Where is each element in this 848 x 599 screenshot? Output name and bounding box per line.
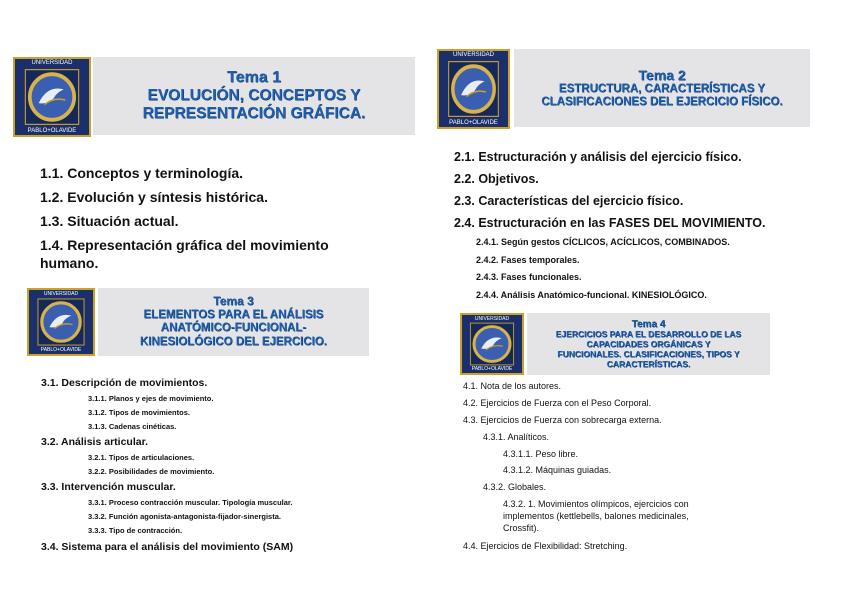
tema3-subitem: 3.2.1. Tipos de articulaciones. (88, 453, 195, 462)
tema3-banner (98, 288, 369, 356)
tema4-subtitle-line: CARACTERÍSTICAS. (606, 358, 691, 369)
tema2-item: 2.3. Características del ejercicio físico. (454, 194, 684, 208)
tema4-subitem: implementos (kettlebells, balones medicinales, (503, 511, 689, 521)
tema3-subtitle-line: ELEMENTOS PARA EL ANÁLISIS (143, 309, 324, 322)
tema1-item: 1.3. Situación actual. (40, 213, 179, 229)
logo-bottom-text: PABLO+OLAVIDE (40, 347, 82, 353)
tema2-subtitle-line: ESTRUCTURA, CARACTERÍSTICAS Y (558, 82, 766, 95)
tema4-item: 4.4. Ejercicios de Flexibilidad: Stretching. (463, 541, 628, 551)
tema3-title: Tema 3 (213, 294, 254, 309)
tema1-banner (93, 57, 415, 135)
university-logo-tema4 (460, 313, 524, 375)
logo-top-text: UNIVERSIDAD (474, 316, 510, 322)
tema2-banner (514, 49, 810, 127)
tema4-item: 4.2. Ejercicios de Fuerza con el Peso Corporal. (463, 398, 652, 408)
logo-top-text: UNIVERSIDAD (31, 60, 73, 66)
tema3-subitem: 3.2.2. Posibilidades de movimiento. (88, 467, 215, 476)
tema3-subitem: 3.3.1. Proceso contracción muscular. Tipología muscular. (88, 498, 293, 507)
tema4-title: Tema 4 (631, 318, 666, 330)
logo-top-text: UNIVERSIDAD (43, 291, 79, 297)
logo-bottom-text: PABLO+OLAVIDE (27, 128, 77, 134)
tema4-item: 4.1. Nota de los autores. (463, 381, 562, 391)
tema2-subitem: 2.4.3. Fases funcionales. (476, 272, 582, 282)
tema4-subitem: 4.3.1. Analíticos. (483, 432, 550, 442)
tema4-subitem: 4.3.2. Globales. (483, 482, 547, 492)
tema1-subtitle-line: EVOLUCIÓN, CONCEPTOS Y (147, 87, 361, 105)
tema3-subitem: 3.3.3. Tipo de contracción. (88, 526, 183, 535)
tema1-item: 1.1. Conceptos y terminología. (40, 165, 244, 181)
university-seal-icon (29, 290, 93, 354)
tema3-subtitle-line: KINESIOLÓGICO DEL EJERCICIO. (139, 335, 327, 348)
tema2-title: Tema 2 (638, 66, 686, 83)
tema1-subtitle-line: REPRESENTACIÓN GRÁFICA. (142, 105, 366, 123)
tema4-subitem: 4.3.1.1. Peso libre. (503, 449, 579, 459)
logo-bottom-text: PABLO+OLAVIDE (449, 120, 498, 126)
tema2-item: 2.4. Estructuración en las FASES DEL MOVIMIENTO. (454, 216, 766, 230)
tema3-item: 3.2. Análisis articular. (41, 436, 148, 448)
tema2-subitem: 2.4.4. Análisis Anatómico-funcional. KINESIOLÓGICO. (476, 290, 707, 300)
university-seal-icon (462, 315, 522, 373)
tema4-item: 4.3. Ejercicios de Fuerza con sobrecarga externa. (463, 415, 662, 425)
tema3-item: 3.1. Descripción de movimientos. (41, 377, 208, 389)
tema3-subtitle-line: ANATÓMICO-FUNCIONAL- (160, 322, 307, 335)
university-logo-tema2 (437, 49, 510, 129)
tema4-subitem: Crossfit). (503, 523, 539, 533)
tema3-item: 3.4. Sistema para el análisis del movimiento (SAM) (41, 541, 294, 553)
logo-bottom-text: PABLO+OLAVIDE (471, 366, 513, 372)
tema3-subitem: 3.3.2. Función agonista-antagonista-fijador-sinergista. (88, 512, 281, 521)
tema2-item: 2.1. Estructuración y análisis del ejercicio físico. (454, 150, 742, 164)
tema1-title: Tema 1 (227, 68, 281, 86)
university-logo-tema1 (13, 57, 91, 137)
university-logo-tema3 (27, 288, 95, 356)
tema4-banner (527, 313, 770, 375)
tema4-subtitle-line: CAPACIDADES ORGÁNICAS Y (586, 338, 711, 349)
tema3-item: 3.3. Intervención muscular. (41, 481, 176, 493)
tema2-item: 2.2. Objetivos. (454, 172, 539, 186)
tema2-subitem: 2.4.1. Según gestos CÍCLICOS, ACÍCLICOS, COMBINADOS. (476, 237, 730, 247)
tema1-item: 1.4. Representación gráfica del movimiento (40, 237, 329, 253)
tema1-item: 1.2. Evolución y síntesis histórica. (40, 189, 268, 205)
tema1-item: humano. (40, 255, 99, 271)
logo-top-text: UNIVERSIDAD (452, 52, 494, 58)
university-seal-icon (15, 59, 89, 135)
tema4-subtitle-line: FUNCIONALES. CLASIFICACIONES, TIPOS Y (557, 348, 740, 359)
tema4-subitem: 4.3.1.2. Máquinas guiadas. (503, 465, 612, 475)
university-seal-icon (439, 51, 508, 127)
tema3-subitem: 3.1.2. Tipos de movimientos. (88, 408, 190, 417)
tema2-subtitle-line: CLASIFICACIONES DEL EJERCICIO FÍSICO. (541, 96, 783, 109)
tema4-subitem: 4.3.2. 1. Movimientos olímpicos, ejercicios con (503, 499, 689, 509)
tema2-subitem: 2.4.2. Fases temporales. (476, 255, 580, 265)
tema4-subtitle-line: EJERCICIOS PARA EL DESARROLLO DE LAS (555, 329, 742, 340)
tema3-subitem: 3.1.3. Cadenas cinéticas. (88, 422, 177, 431)
tema3-subitem: 3.1.1. Planos y ejes de movimiento. (88, 394, 214, 403)
